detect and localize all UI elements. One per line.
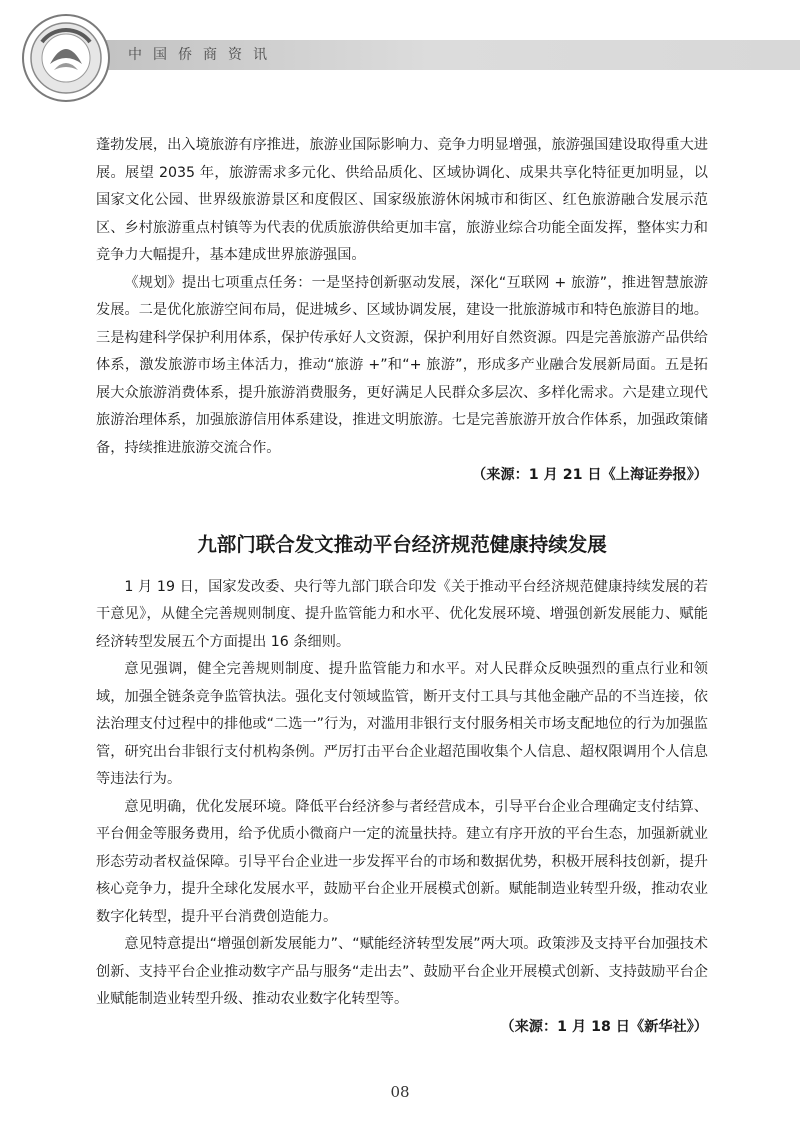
article1-source: （来源：1 月 21 日《上海证券报》） [472, 467, 708, 483]
page-header [0, 0, 800, 95]
article2-paragraph: 意见特意提出“增强创新发展能力”、“赋能经济转型发展”两大项。政策涉及支持平台加强技术创新、支持平台企业推动数字产品与服务“走出去”、鼓励平台企业开展模式创新、支持鼓励平台企业赋能制造业转型升级、推动农业数字化转型等。 [96, 936, 708, 1007]
article1-paragraph: 《规划》提出七项重点任务：一是坚持创新驱动发展，深化“互联网 + 旅游”，推进智慧旅游发展。二是优化旅游空间布局，促进城乡、区域协调发展，建设一批旅游城市和特色旅游目的地。三是构建科学保护利用体系，保护传承好人文资源，保护利用好自然资源。四是完善旅游产品供给体系，激发旅游市场主体活力，推动“旅游 +”和“+ 旅游”，形成多产业融合发展新局面。五是拓展大众旅游消费体系，提升旅游消费服务，更好满足人民群众多层次、多样化需求。六是建立现代旅游治理体系，加强旅游信用体系建设，推进文明旅游。七是完善旅游开放合作体系，加强政策储备，持续推进旅游交流合作。 [96, 274, 708, 456]
article2-paragraph: 1 月 19 日，国家发改委、央行等九部门联合印发《关于推动平台经济规范健康持续发展的若干意见》，从健全完善规则制度、提升监管能力和水平、优化发展环境、增强创新发展能力、赋能经济转型发展五个方面提出 16 条细则。 [96, 578, 708, 650]
article2-paragraph: 意见明确，优化发展环境。降低平台经济参与者经营成本，引导平台企业合理确定支付结算、平台佣金等服务费用，给予优质小微商户一定的流量扶持。建立有序开放的平台生态，加强新就业形态劳动者权益保障。引导平台企业进一步发挥平台的市场和数据优势，积极开展科技创新，提升核心竞争力，提升全球化发展水平，鼓励平台企业开展模式创新。赋能制造业转型升级，推动农业数字化转型，提升平台消费创造能力。 [96, 798, 708, 925]
article2-source: （来源：1 月 18 日《新华社》） [500, 1018, 708, 1035]
header-title: 中国侨商资讯 [128, 47, 278, 63]
page-content [96, 132, 708, 1041]
article2-paragraph: 意见强调，健全完善规则制度、提升监管能力和水平。对人民群众反映强烈的重点行业和领域，加强全链条竞争监管执法。强化支付领域监管，断开支付工具与其他金融产品的不当连接，依法治理支付过程中的排他或“二选一”行为，对滥用非银行支付服务相关市场支配地位的行为加强监管，研究出台非银行支付机构条例。严厉打击平台企业超范围收集个人信息、超权限调用个人信息等违法行为。 [96, 661, 708, 787]
article1-paragraph: 蓬勃发展，出入境旅游有序推进，旅游业国际影响力、竞争力明显增强，旅游强国建设取得重大进展。展望 2035 年，旅游需求多元化、供给品质化、区域协调化、成果共享化特征更加明显，以国家文化公园、世界级旅游景区和度假区、国家级旅游休闲城市和街区、红色旅游融合发展示范区、乡村旅游重点村镇等为代表的优质旅游供给更加丰富，旅游业综合功能全面发挥，整体实力和竞争力大幅提升，基本建成世界旅游强国。 [96, 137, 708, 263]
article2-title: 九部门联合发文推动平台经济规范健康持续发展 [197, 532, 607, 556]
logo-icon [20, 12, 112, 104]
page-number: 08 [390, 1083, 410, 1101]
